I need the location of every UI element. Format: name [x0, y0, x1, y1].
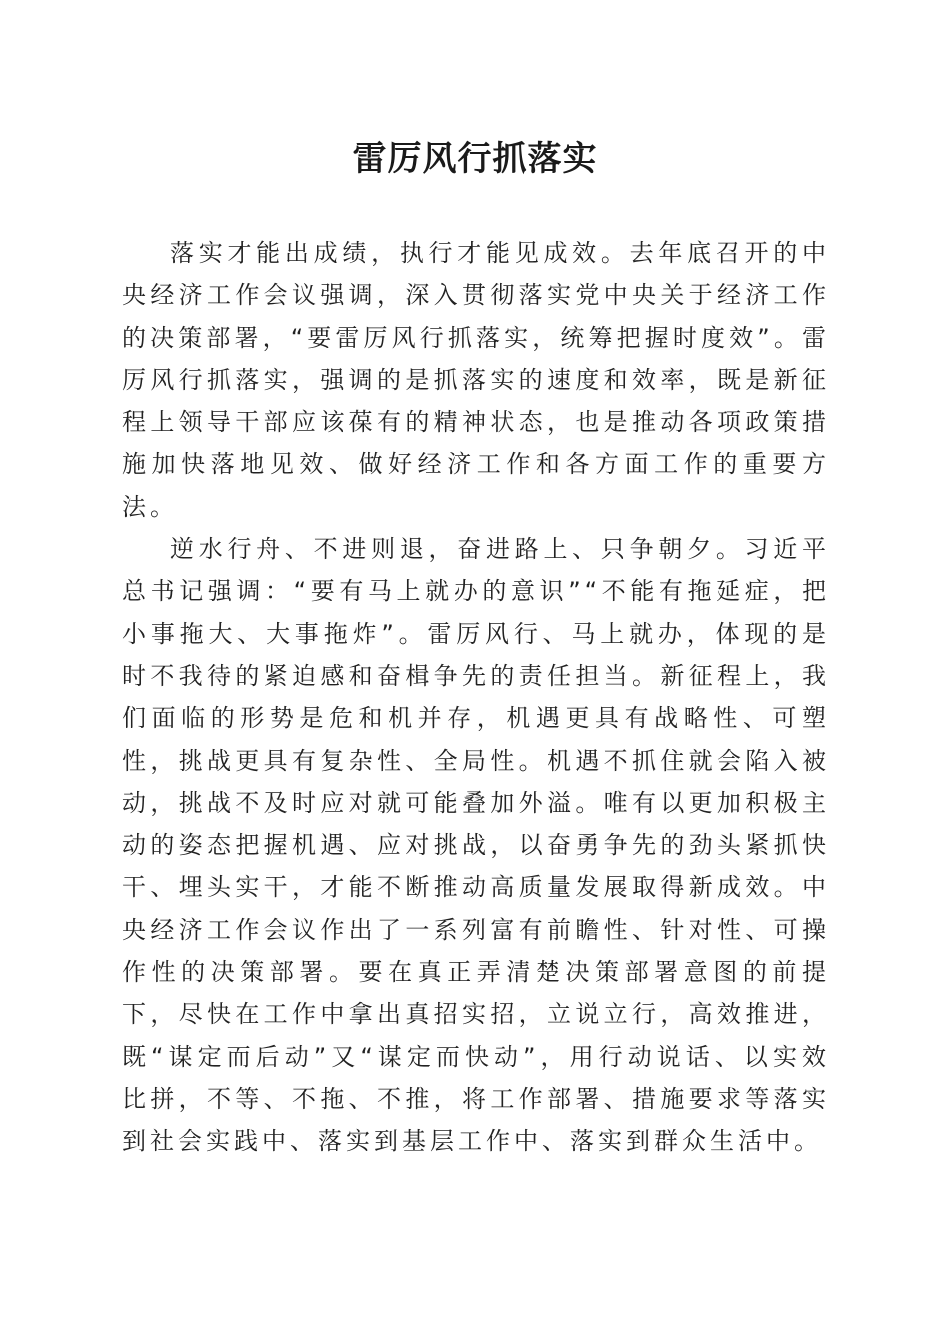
document-title: 雷厉风行抓落实	[352, 139, 598, 179]
paragraph-2: 逆水行舟、不进则退，奋进路上、只争朝夕。习近平总书记强调：“要有马上就办的意识”“不能有拖延症，把小事拖大、大事拖炸”。雷厉风行、马上就办，体现的是时不我待的紧迫感和奋楫争先的责任担当。新征程上，我们面临的形势是危和机并存，机遇更具有战略性、可塑性，挑战更具有复杂性、全局性。机遇不抓住就会陷入被动，挑战不及时应对就可能叠加外溢。唯有以更加积极主动的姿态把握机遇、应对挑战，以奋勇争先的劲头紧抓快干、埋头实干，才能不断推动高质量发展取得新成效。中央经济工作会议作出了一系列富有前瞻性、针对性、可操作性的决策部署。要在真正弄清楚决策部署意图的前提下，尽快在工作中拿出真招实招，立说立行，高效推进，既“谋定而后动”又“谋定而快动”，用行动说话、以实效比拼，不等、不拖、不推，将工作部署、措施要求等落实到社会实践中、落实到基层工作中、落实到群众生活中。	[122, 535, 830, 1156]
document-body	[122, 232, 830, 1163]
paragraph-1: 落实才能出成绩，执行才能见成效。去年底召开的中央经济工作会议强调，深入贯彻落实党中央关于经济工作的决策部署，“要雷厉风行抓落实，统筹把握时度效”。雷厉风行抓落实，强调的是抓落实的速度和效率，既是新征程上领导干部应该葆有的精神状态，也是推动各项政策措施加快落地见效、做好经济工作和各方面工作的重要方法。	[122, 239, 830, 521]
